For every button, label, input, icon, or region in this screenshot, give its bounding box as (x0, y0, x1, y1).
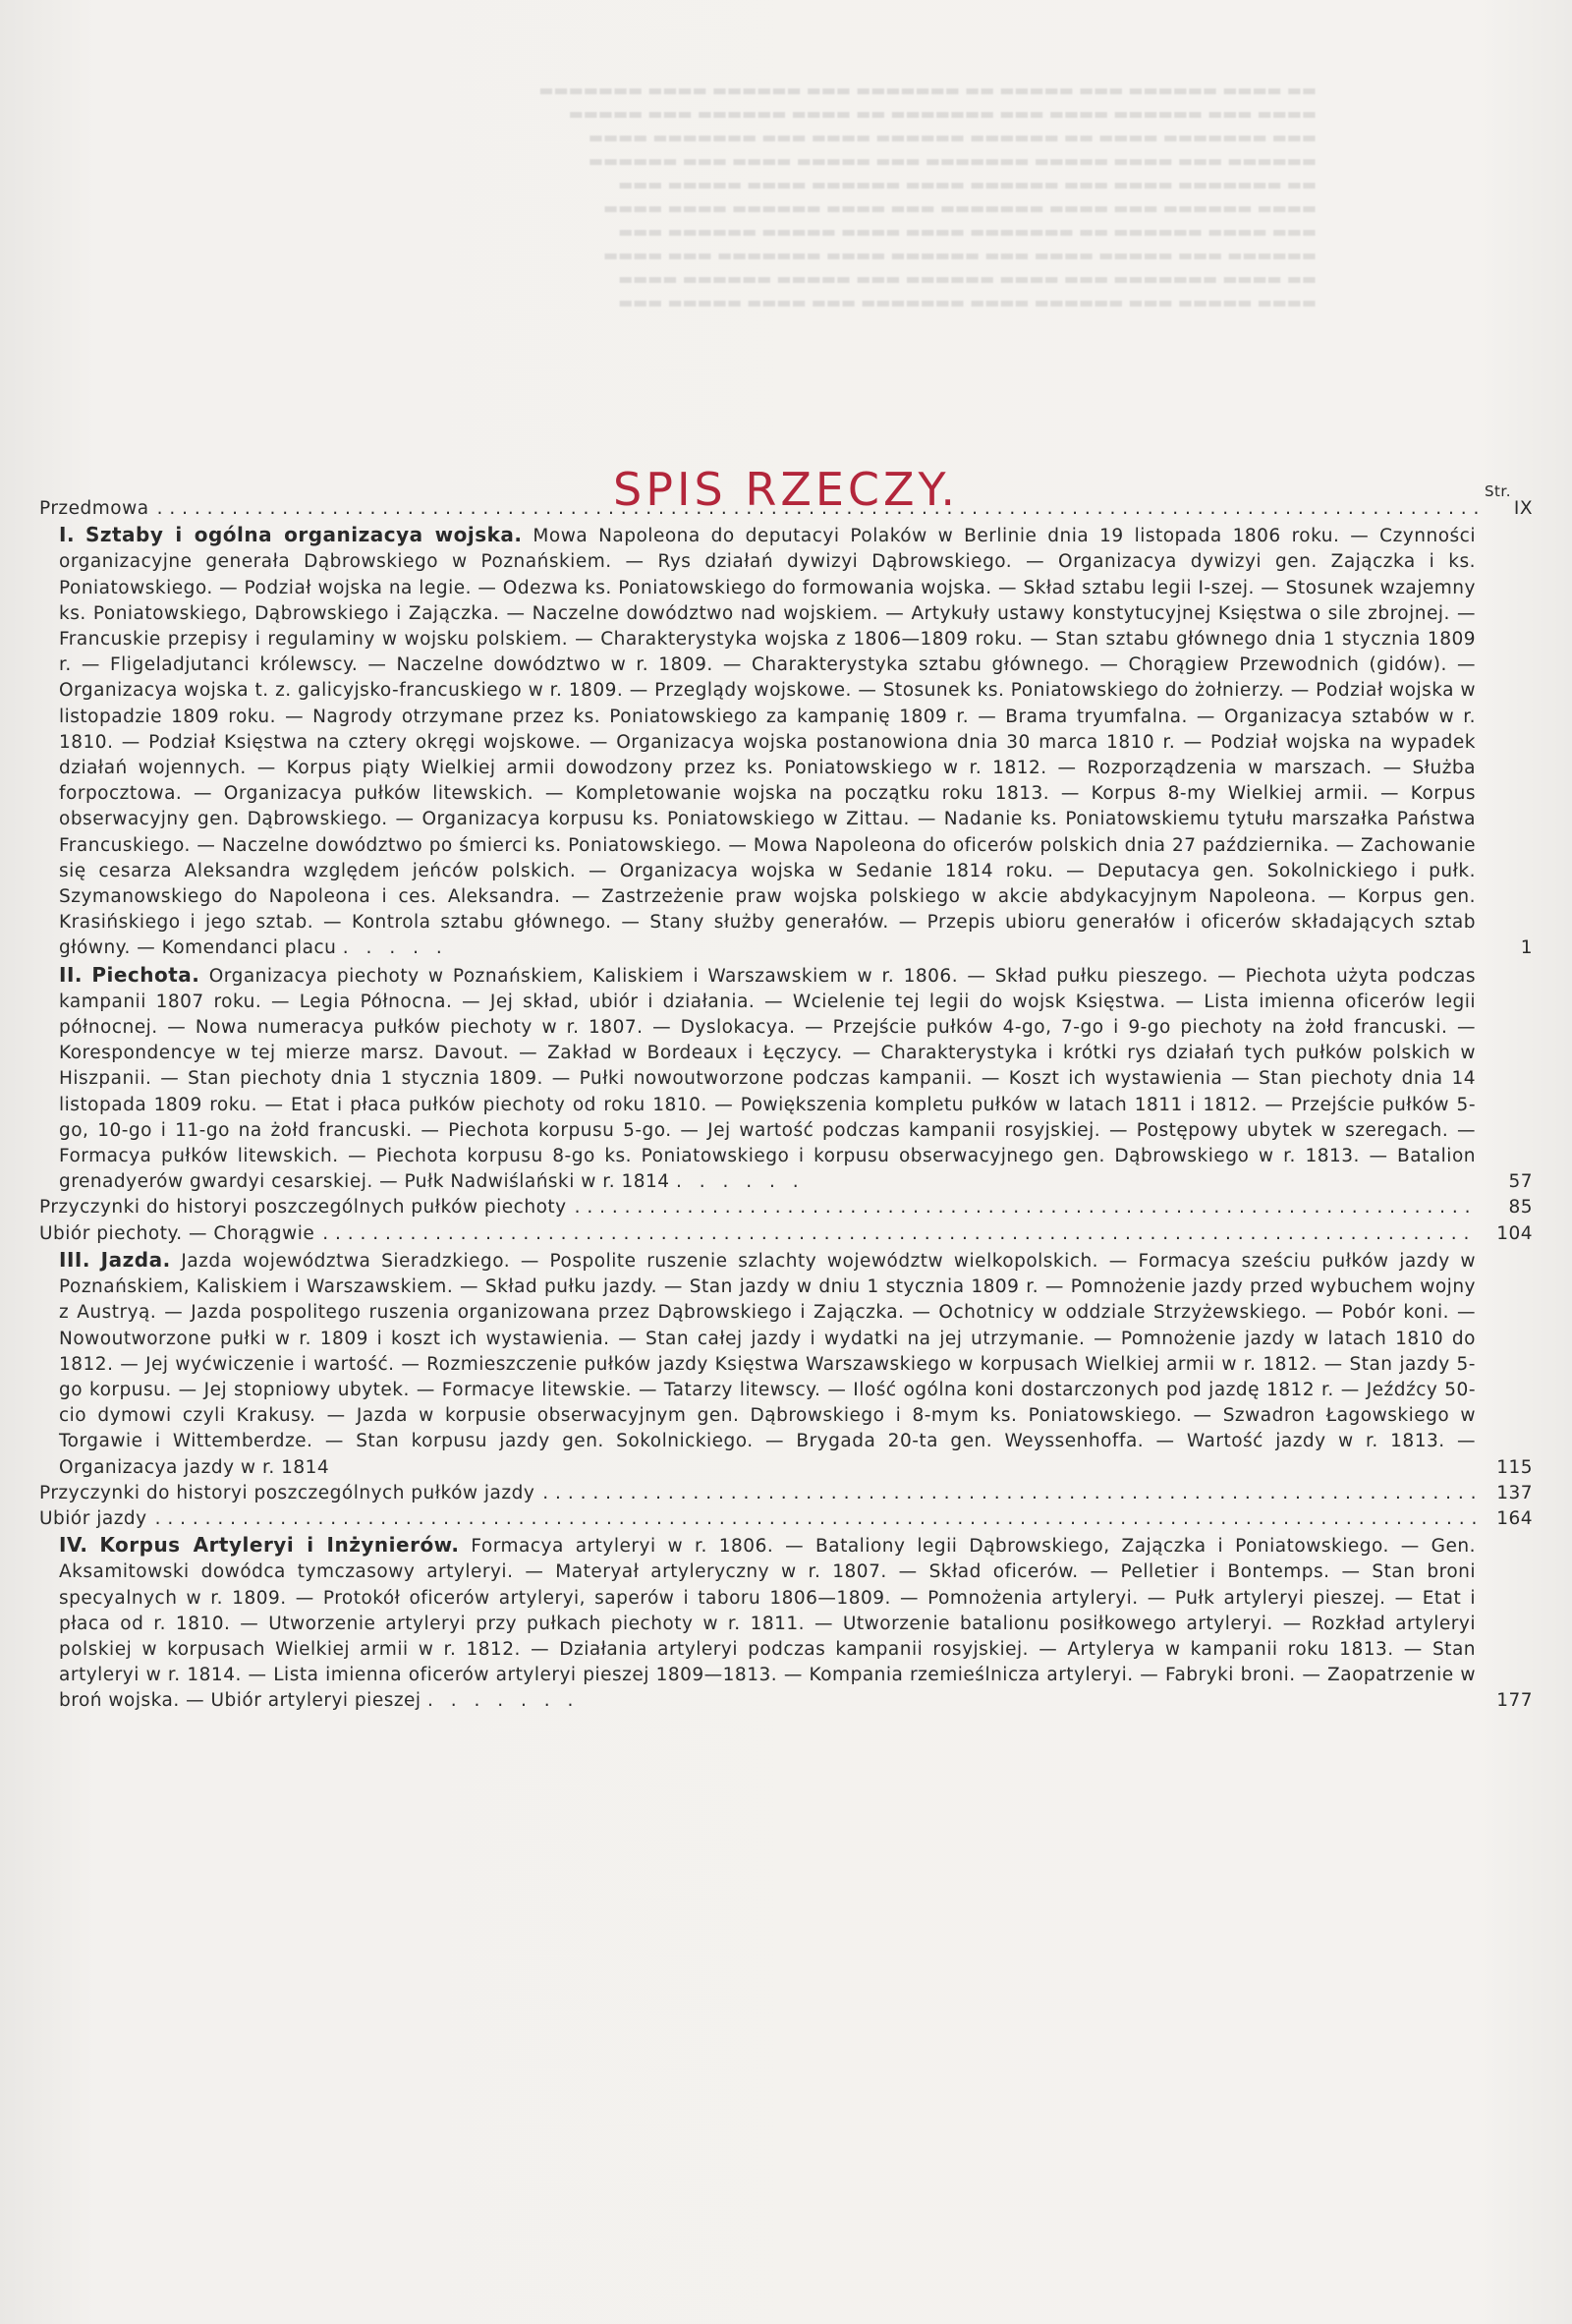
toc-section-ii: II. Piechota. Organizacya piechoty w Poznańskiem, Kaliskiem i Warszawskiem w r. 1806. — Skład pułku pieszego. — Piechota użyta podczas kampanii 1807 roku. — Legia Północna. — Jej skład, ubiór i działania. — Wcielenie tej legii do wojsk Księstwa. — Lista imienna oficerów legii północnej. — Nowa numeracya pułków piechoty w r. 1807. — Dyslokacya. — Przejście pułków 4-go, 7-go i 9-go piechoty na żołd francuski. — Korespondencye w tej mierze marsz. Davout. — Zakład w Bordeaux i Łęczycy. — Charakterystyka i krótki rys działań tych pułków polskich w Hiszpanii. — Stan piechoty dnia 1 stycznia 1809. — Pułki nowoutworzone podczas kampanii. — Koszt ich wystawienia — Stan piechoty dnia 14 listopada 1809 roku. — Etat i płaca pułków piechoty od roku 1810. — Powiększenia kompletu pułków w latach 1811 i 1812. — Przejście pułków 5-go, 10-go i 11-go na żołd francuski. — Piechota korpusu 5-go. — Jej wartość podczas kampanii rosyjskiej. — Postępowy ubytek w szeregach. — Formacya pułków litewskich. — Piechota korpusu 8-go ks. Poniatowskiego i korpusu obserwacyjnego gen. Dąbrowskiego w r. 1813. — Batalion grenadyerów gwardyi cesarskiej. — Pułk Nadwiślański w r. 1814 . . . . . . 57 (39, 962, 1533, 1196)
toc-page-number: IX (1513, 498, 1533, 519)
section-heading: Jazda. (100, 1247, 171, 1272)
toc-entry-ubior-piechoty (39, 1221, 1533, 1247)
toc-page-number: 115 (1496, 1456, 1533, 1478)
bleed-through-text: ▬▬ ▬▬▬▬ ▬▬▬▬▬▬ ▬▬▬ ▬▬▬▬▬ ▬▬ ▬▬▬▬▬▬▬ ▬▬▬ ▬▬▬▬▬▬ ▬▬▬▬ ▬▬▬▬▬▬▬ ▬▬▬▬ ▬▬▬ ▬▬▬▬▬▬ ▬▬▬▬ ▬▬▬ ▬▬▬▬▬▬▬ ▬▬ ▬▬▬▬ ▬▬▬▬▬▬ ▬▬▬ ▬▬▬▬▬ ▬▬▬ ▬▬▬▬▬▬▬ ▬▬▬▬ ▬▬ ▬▬▬▬▬▬ ▬▬▬▬▬▬ ▬▬▬▬ ▬▬▬ ▬▬▬▬▬▬▬ ▬▬▬▬ ▬▬▬▬▬▬ ▬▬▬ ▬▬▬▬ ▬▬▬▬▬ ▬▬▬▬▬▬▬ ▬▬▬ ▬▬▬▬▬ ▬▬▬▬ ▬▬▬ ▬▬▬▬▬▬ ▬▬ ▬▬▬▬▬▬▬ ▬▬▬▬ ▬▬▬ ▬▬▬▬▬▬ ▬▬▬▬ ▬▬▬▬▬▬ ▬▬▬▬ ▬▬▬▬▬ ▬▬▬ ▬▬▬▬ ▬▬▬▬▬▬ ▬▬▬ ▬▬▬▬ ▬▬▬▬▬▬▬ ▬▬▬ ▬▬▬▬ ▬▬▬▬▬▬ ▬▬▬▬ ▬▬▬▬ ▬▬▬ ▬▬▬▬ ▬▬▬▬▬▬ ▬▬ ▬▬▬▬▬▬▬ ▬▬▬▬ ▬▬▬▬ ▬▬▬▬▬ ▬▬▬▬▬▬ ▬▬▬ ▬▬▬▬▬▬ ▬▬▬ ▬▬▬▬▬ ▬▬▬▬ ▬▬▬ ▬▬▬▬▬▬ ▬▬▬▬ ▬▬▬▬▬▬▬ ▬▬▬ ▬▬▬▬ ▬▬ ▬▬▬▬ ▬▬▬▬▬▬▬ ▬▬▬ ▬▬▬▬ ▬▬▬▬▬▬ ▬▬▬ ▬▬▬▬▬ ▬▬▬▬▬▬ ▬▬▬▬ ▬▬▬▬ ▬▬▬▬▬ ▬▬▬ ▬▬▬▬▬▬ ▬▬▬▬ ▬▬▬▬▬▬▬ ▬▬▬ ▬▬▬▬ ▬▬▬▬▬ ▬▬▬ (538, 81, 1317, 312)
section-body: Formacya artyleryi w r. 1806. — Bataliony legii Dąbrowskiego, Zajączka i Poniatowskiego. — Gen. Aksamitowski dowódca tymczasowy artyleryi. — Materyał artyleryczny w r. 1807. — Skład oficerów. — Pelletier i Bontemps. — Stan broni specyalnych w r. 1809. — Protokół oficerów artyleryi, saperów i taboru 1806—1809. — Pomnożenia artyleryi. — Pułk artyleryi pieszej. — Etat i płaca od r. 1810. — Utworzenie artyleryi przy pułkach piechoty w r. 1811. — Utworzenie batalionu posiłkowego artyleryi. — Rozkład artyleryi polskiej w korpusach Wielkiej armii w r. 1812. — Działania artyleryi podczas kampanii rosyjskiej. — Artylerya w kampanii roku 1813. — Stan artyleryi w r. 1814. — Lista imienna oficerów artyleryi pieszej 1809—1813. — Kompania rzemieślnicza artyleryi. — Fabryki broni. — Zaopatrzenie w broń wojska. — Ubiór artyleryi pieszej (59, 1536, 1476, 1712)
toc-entry-label: Przyczynki do historyi poszczególnych pułków jazdy (39, 1482, 535, 1503)
section-body: Organizacya piechoty w Poznańskiem, Kaliskiem i Warszawskiem w r. 1806. — Skład pułku pieszego. — Piechota użyta podczas kampanii 1807 roku. — Legia Północna. — Jej skład, ubiór i działania. — Wcielenie tej legii do wojsk Księstwa. — Lista imienna oficerów legii północnej. — Nowa numeracya pułków piechoty w r. 1807. — Dyslokacya. — Przejście pułków 4-go, 7-go i 9-go piechoty na żołd francuski. — Korespondencye w tej mierze marsz. Davout. — Zakład w Bordeaux i Łęczycy. — Charakterystyka i krótki rys działań tych pułków polskich w Hiszpanii. — Stan piechoty dnia 1 stycznia 1809. — Pułki nowoutworzone podczas kampanii. — Koszt ich wystawienia — Stan piechoty dnia 14 listopada 1809 roku. — Etat i płaca pułków piechoty od roku 1810. — Powiększenia kompletu pułków w latach 1811 i 1812. — Przejście pułków 5-go, 10-go i 11-go na żołd francuski. — Piechota korpusu 5-go. — Jej wartość podczas kampanii rosyjskiej. — Postępowy ubytek w szeregach. — Formacya pułków litewskich. — Piechota korpusu 8-go ks. Poniatowskiego i korpusu obserwacyjnego gen. Dąbrowskiego w r. 1813. — Batalion grenadyerów gwardyi cesarskiej. — Pułk Nadwiślański w r. 1814 (59, 965, 1476, 1193)
toc-entry-label: Przyczynki do historyi poszczególnych pułków piechoty (39, 1197, 567, 1219)
toc-page-number: 177 (1496, 1690, 1533, 1712)
section-number: I. (59, 523, 76, 547)
page-title: SPIS RZECZY. (613, 462, 959, 516)
section-body: Mowa Napoleona do deputacyi Polaków w Berlinie dnia 19 listopada 1806 roku. — Czynności organizacyjne generała Dąbrowskiego w Poznańskiem. — Rys działań dywizyi Dąbrowskiego. — Organizacya dywizyi gen. Zajączka i ks. Poniatowskiego. — Podział wojska na legie. — Odezwa ks. Poniatowskiego do formowania wojska. — Skład sztabu legii I-szej. — Stosunek wzajemny ks. Poniatowskiego, Dąbrowskiego i Zajączka. — Naczelne dowództwo nad wojskiem. — Artykuły ustawy konstytucyjnej Księstwa o sile zbrojnej. — Francuskie przepisy i regulaminy w wojsku polskiem. — Charakterystyka wojska z 1806—1809 roku. — Stan sztabu głównego dnia 1 stycznia 1809 r. — Fligeladjutanci królewscy. — Naczelne dowództwo w r. 1809. — Charakterystyka sztabu głównego. — Chorągiew Przewodnich (gidów). — Organizacya wojska t. z. galicyjsko-francuskiego w r. 1809. — Przeglądy wojskowe. — Stosunek ks. Poniatowskiego do żołnierzy. — Podział wojska w listopadzie 1809 roku. — Nagrody otrzymane przez ks. Poniatowskiego za kampanię 1809 r. — Brama tryumfalna. — Organizacya sztabów w r. 1810. — Podział Księstwa na cztery okręgi wojskowe. — Organizacya wojska postanowiona dnia 30 marca 1810 r. — Podział wojska na wypadek działań wojennych. — Korpus piąty Wielkiej armii dowodzony przez ks. Poniatowskiego w r. 1812. — Rozporządzenia w marszach. — Służba forpocztowa. — Organizacya pułków litewskich. — Kompletowanie wojska na początku roku 1813. — Korpus 8-my Wielkiej armii. — Korpus obserwacyjny gen. Dąbrowskiego. — Organizacya korpusu ks. Poniatowskiego w Zittau. — Nadanie ks. Poniatowskiemu tytułu marszałka Państwa Francuskiego. — Naczelne dowództwo po śmierci ks. Poniatowskiego. — Mowa Napoleona do oficerów polskich dnia 27 października. — Zachowanie się cesarza Aleksandra względem jeńców polskich. — Organizacya wojska w Sedanie 1814 roku. — Deputacya gen. Sokolnickiego i pułk. Szymanowskiego do Napoleona i ces. Aleksandra. — Zastrzeżenie praw wojska polskiego w akcie abdykacyjnym Napoleona. — Korpus gen. Krasińskiego i jego sztab. — Kontrola sztabu głównego. — Stany służby generałów. — Przepis ubioru generałów i oficerów składających sztab główny. — Komendanci placu (59, 526, 1476, 959)
section-body: Jazda województwa Sieradzkiego. — Pospolite ruszenie szlachty województw wielkopolskich. — Formacya sześciu pułków jazdy w Poznańskiem, Kaliskiem i Warszawskiem. — Skład pułku jazdy. — Stan jazdy w dniu 1 stycznia 1809 r. — Pomnożenie jazdy przed wybuchem wojny z Austryą. — Jazda pospolitego ruszenia organizowana przez Dąbrowskiego i Zajączka. — Ochotnicy w oddziale Strzyżewskiego. — Pobór koni. — Nowoutworzone pułki w r. 1809 i koszt ich wystawienia. — Stan całej jazdy i wydatki na jej utrzymanie. — Pomnożenie jazdy w latach 1810 do 1812. — Jej wyćwiczenie i wartość. — Rozmieszczenie pułków jazdy Księstwa Warszawskiego w korpusach Wielkiej armii w r. 1812. — Stan jazdy 5-go korpusu. — Jej stopniowy ubytek. — Formacye litewskie. — Tatarzy litewscy. — Ilość ogólna koni dostarczonych pod jazdę 1812 r. — Jeźdźcy 50-cio dymowi czyli Krakusy. — Jazda w korpusie obserwacyjnym gen. Dąbrowskiego i 8-mym ks. Poniatowskiego. — Szwadron Łagowskiego w Torgawie i Wittemberdze. — Stan korpusu jazdy gen. Sokolnickiego. — Brygada 20-ta gen. Weyssenhoffa. — Wartość jazdy w r. 1813. — Organizacya jazdy w r. 1814 (59, 1250, 1477, 1478)
leader-dots (157, 496, 1478, 522)
leader-dots (155, 1506, 1478, 1532)
page-column-label: Str. (1485, 482, 1511, 500)
toc-page-number: 137 (1496, 1482, 1533, 1503)
toc-section-iv: IV. Korpus Artyleryi i Inżynierów. Formacya artyleryi w r. 1806. — Bataliony legii Dąbrowskiego, Zajączka i Poniatowskiego. — Gen. Aksamitowski dowódca tymczasowy artyleryi. — Materyał artyleryczny w r. 1807. — Skład oficerów. — Pelletier i Bontemps. — Stan broni specyalnych w r. 1809. — Protokół oficerów artyleryi, saperów i taboru 1806—1809. — Pomnożenia artyleryi. — Pułk artyleryi pieszej. — Etat i płaca od r. 1810. — Utworzenie artyleryi przy pułkach piechoty w r. 1811. — Utworzenie batalionu posiłkowego artyleryi. — Rozkład artyleryi polskiej w korpusach Wielkiej armii w r. 1812. — Działania artyleryi podczas kampanii rosyjskiej. — Artylerya w kampanii roku 1813. — Stan artyleryi w r. 1814. — Lista imienna oficerów artyleryi pieszej 1809—1813. — Kompania rzemieślnicza artyleryi. — Fabryki broni. — Zaopatrzenie w broń wojska. — Ubiór artyleryi pieszej . . . . . . . 177 (39, 1532, 1533, 1714)
toc-entry-przyczynki-jazdy (39, 1481, 1533, 1506)
toc-entry-przyczynki-piechoty (39, 1195, 1533, 1220)
toc-entry-label: Ubiór piechoty. — Chorągwie (39, 1222, 315, 1244)
toc-page-number: 164 (1496, 1507, 1533, 1529)
toc-section-i: I. Sztaby i ogólna organizacya wojska. Mowa Napoleona do deputacyi Polaków w Berlinie dnia 19 listopada 1806 roku. — Czynności organizacyjne generała Dąbrowskiego w Poznańskiem. — Rys działań dywizyi Dąbrowskiego. — Organizacya dywizyi gen. Zajączka i ks. Poniatowskiego. — Podział wojska na legie. — Odezwa ks. Poniatowskiego do formowania wojska. — Skład sztabu legii I-szej. — Stosunek wzajemny ks. Poniatowskiego, Dąbrowskiego i Zajączka. — Naczelne dowództwo nad wojskiem. — Artykuły ustawy konstytucyjnej Księstwa o sile zbrojnej. — Francuskie przepisy i regulaminy w wojsku polskiem. — Charakterystyka wojska z 1806—1809 roku. — Stan sztabu głównego dnia 1 stycznia 1809 r. — Fligeladjutanci królewscy. — Naczelne dowództwo w r. 1809. — Charakterystyka sztabu głównego. — Chorągiew Przewodnich (gidów). — Organizacya wojska t. z. galicyjsko-francuskiego w r. 1809. — Przeglądy wojskowe. — Stosunek ks. Poniatowskiego do żołnierzy. — Podział wojska w listopadzie 1809 roku. — Nagrody otrzymane przez ks. Poniatowskiego za kampanię 1809 r. — Brama tryumfalna. — Organizacya sztabów w r. 1810. — Podział Księstwa na cztery okręgi wojskowe. — Organizacya wojska postanowiona dnia 30 marca 1810 r. — Podział wojska na wypadek działań wojennych. — Korpus piąty Wielkiej armii dowodzony przez ks. Poniatowskiego w r. 1812. — Rozporządzenia w marszach. — Służba forpocztowa. — Organizacya pułków litewskich. — Kompletowanie wojska na początku roku 1813. — Korpus 8-my Wielkiej armii. — Korpus obserwacyjny gen. Dąbrowskiego. — Organizacya korpusu ks. Poniatowskiego w Zittau. — Nadanie ks. Poniatowskiemu tytułu marszałka Państwa Francuskiego. — Naczelne dowództwo po śmierci ks. Poniatowskiego. — Mowa Napoleona do oficerów polskich dnia 27 października. — Zachowanie się cesarza Aleksandra względem jeńców polskich. — Organizacya wojska w Sedanie 1814 roku. — Deputacya gen. Sokolnickiego i pułk. Szymanowskiego do Napoleona i ces. Aleksandra. — Zastrzeżenie praw wojska polskiego w akcie abdykacyjnym Napoleona. — Korpus gen. Krasińskiego i jego sztab. — Kontrola sztabu głównego. — Stany służby generałów. — Przepis ubioru generałów i oficerów składających sztab główny. — Komendanci placu . . . . . 1 (39, 522, 1533, 961)
toc-entry-label: Przedmowa (39, 498, 149, 519)
section-heading: Korpus Artyleryi i Inżynierów. (99, 1533, 460, 1558)
section-heading: Piechota. (91, 962, 200, 987)
section-number: III. (59, 1247, 90, 1272)
leader-dots (322, 1221, 1478, 1247)
toc-page-number: 85 (1508, 1197, 1533, 1219)
section-number: II. (59, 962, 83, 987)
section-heading: Sztaby i ogólna organizacya wojska. (84, 523, 523, 547)
toc-entry-przedmowa (39, 496, 1533, 522)
toc-page-number: 57 (1508, 1171, 1533, 1193)
toc-page-number: 1 (1520, 937, 1533, 959)
leader-dots (542, 1481, 1478, 1506)
toc-page-number: 104 (1496, 1222, 1533, 1244)
leader-dots (575, 1195, 1478, 1220)
toc-section-iii (39, 1247, 1533, 1481)
toc-entry-label: Ubiór jazdy (39, 1507, 147, 1529)
toc-entry-ubior-jazdy (39, 1506, 1533, 1532)
section-number: IV. (59, 1533, 88, 1558)
